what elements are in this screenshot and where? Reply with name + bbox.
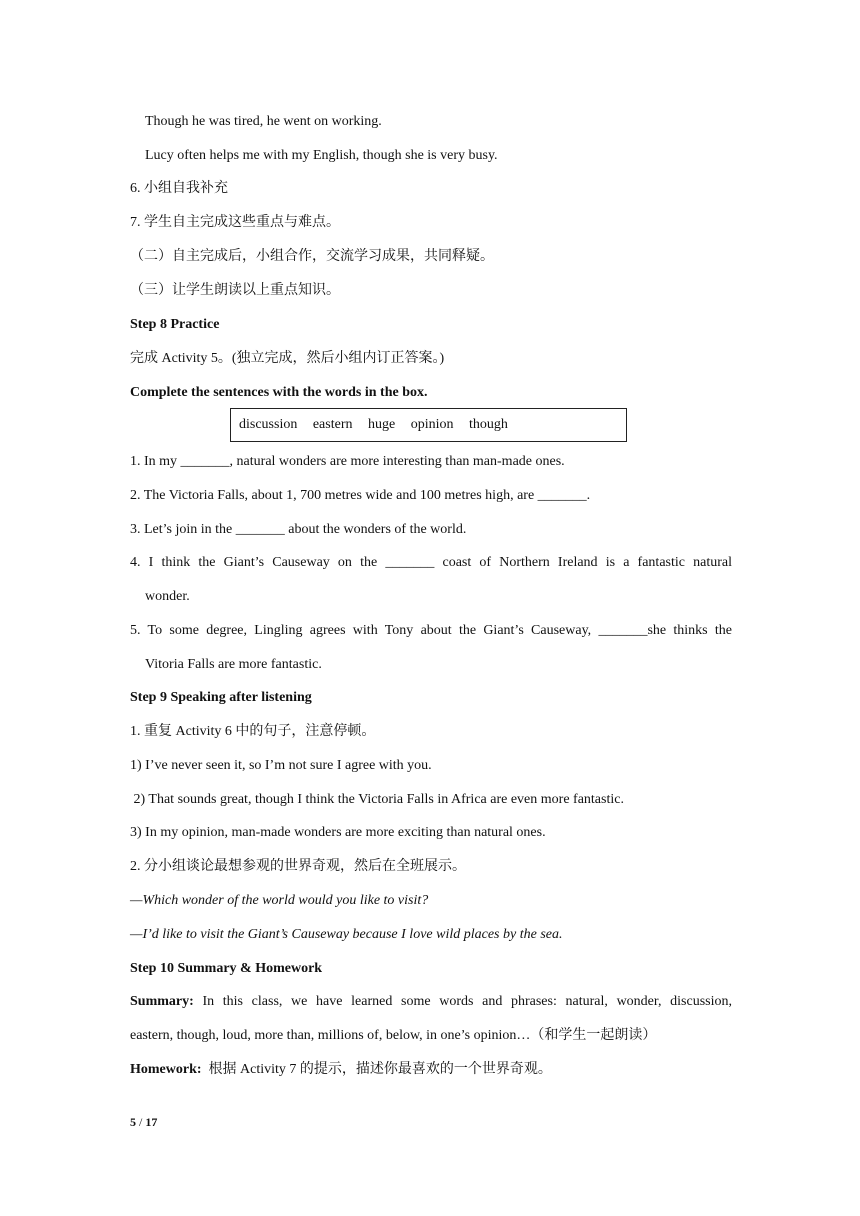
exercise-instruction: Complete the sentences with the words in the box. [130,385,428,400]
exercise-sentence-continued: wonder. [145,589,190,604]
homework-text: 根据 Activity 7 的提示，描述你最喜欢的一个世界奇观。 [201,1062,552,1077]
dialogue-line: —I’d like to visit the Giant’s Causeway because I love wild places by the sea. [130,927,563,942]
list-item: 7. 学生自主完成这些重点与难点。 [130,215,340,230]
list-item: 6. 小组自我补充 [130,181,228,196]
list-item: （二）自主完成后，小组合作，交流学习成果，共同释疑。 [130,249,494,264]
exercise-sentence: 5. To some degree, Lingling agrees with Tony about the Giant’s Causeway, _______she thinks the [130,623,732,638]
dialogue-line: —Which wonder of the world would you like to visit? [130,893,429,908]
exercise-sentence: 1. In my _______, natural wonders are more interesting than man-made ones. [130,454,565,469]
total-pages: 17 [145,1115,158,1129]
homework-paragraph [130,1061,732,1079]
example-sentence: Though he was tired, he went on working. [145,114,382,129]
practice-sentence: 3) In my opinion, man-made wonders are more exciting than natural ones. [130,825,546,840]
practice-sentence: 1) I’ve never seen it, so I’m not sure I agree with you. [130,758,432,773]
example-sentence: Lucy often helps me with my English, though she is very busy. [145,148,498,163]
word-box-item: discussion [239,417,298,432]
summary-text-continued: eastern, though, loud, more than, millions of, below, in one’s opinion…（和学生一起朗读） [130,1028,657,1043]
list-item: 2. 分小组谈论最想参观的世界奇观，然后在全班展示。 [130,859,466,874]
section-heading: Step 8 Practice [130,317,220,332]
exercise-sentence: 2. The Victoria Falls, about 1, 700 metres wide and 100 metres high, are _______. [130,488,591,503]
word-box [230,408,627,442]
summary-text: In this class, we have learned some words and phrases: natural, wonder, discussion, [193,994,732,1009]
section-heading: Step 10 Summary & Homework [130,961,323,976]
homework-label: Homework: [130,1062,202,1077]
summary-paragraph [130,993,732,1011]
word-box-item: though [469,417,508,432]
section-heading: Step 9 Speaking after listening [130,690,312,705]
page-separator: / [136,1115,146,1129]
instruction-text: 完成 Activity 5。(独立完成，然后小组内订正答案。) [130,351,445,366]
word-box-item: opinion [410,417,454,432]
exercise-sentence: 4. I think the Giant’s Causeway on the _______ coast of Northern Ireland is a fantastic natural [130,555,732,570]
word-box-item: huge [368,417,396,432]
current-page: 5 [130,1115,136,1129]
word-box-item: eastern [312,417,353,432]
list-item: 1. 重复 Activity 6 中的句子，注意停顿。 [130,724,376,739]
list-item: （三）让学生朗读以上重点知识。 [130,283,340,298]
page-number [130,1115,157,1130]
exercise-sentence-continued: Vitoria Falls are more fantastic. [145,657,322,672]
summary-label: Summary: [130,994,194,1009]
practice-sentence: 2) That sounds great, though I think the Victoria Falls in Africa are even more fantastic. [130,792,624,807]
exercise-sentence: 3. Let’s join in the _______ about the wonders of the world. [130,522,467,537]
